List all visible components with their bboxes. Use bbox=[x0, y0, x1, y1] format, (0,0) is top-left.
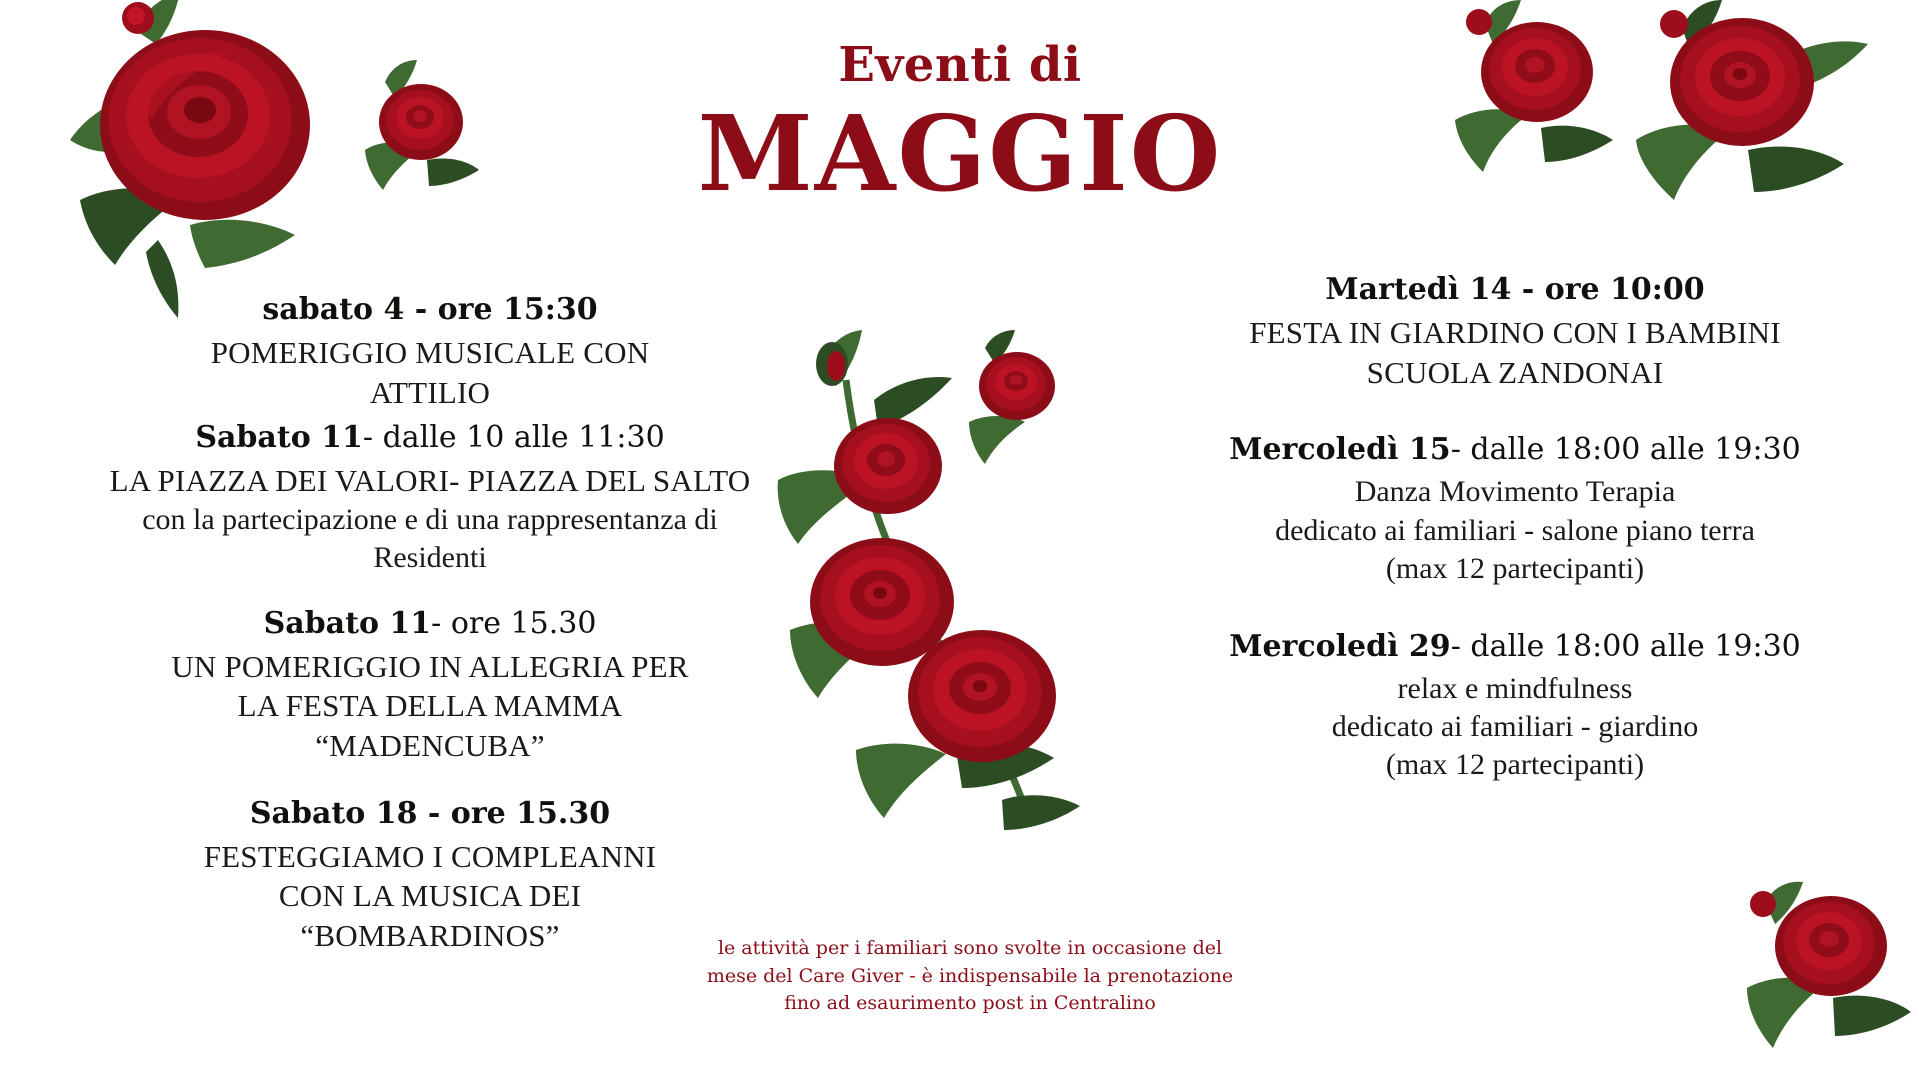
event-line: Residenti bbox=[373, 541, 487, 575]
rose-top-right-small-icon bbox=[1445, 0, 1625, 200]
event-item bbox=[60, 794, 800, 956]
event-line: LA FESTA DELLA MAMMA bbox=[237, 688, 623, 724]
event-when-rest: - ore 15.30 bbox=[431, 605, 597, 641]
event-line: LA PIAZZA DEI VALORI- PIAZZA DEL SALTO bbox=[109, 463, 751, 499]
event-when-rest: - dalle 18:00 alle 19:30 bbox=[1450, 432, 1801, 468]
rose-top-left-small-icon bbox=[355, 60, 485, 210]
event-item bbox=[1155, 430, 1875, 588]
event-item bbox=[60, 290, 800, 412]
event-line: “BOMBARDINOS” bbox=[300, 918, 560, 954]
event-when: sabato 4 - ore 15:30 bbox=[262, 292, 598, 327]
event-line: UN POMERIGGIO IN ALLEGRIA PER bbox=[171, 648, 689, 684]
event-description bbox=[1155, 313, 1875, 392]
rose-top-left-large-icon bbox=[40, 0, 380, 330]
event-when-bold: Sabato 11 bbox=[263, 605, 432, 641]
event-item bbox=[1155, 270, 1875, 392]
event-line: FESTEGGIAMO I COMPLEANNI bbox=[203, 838, 657, 874]
event-line: Danza Movimento Terapia bbox=[1354, 475, 1676, 509]
event-line: CON LA MUSICA DEI bbox=[278, 878, 582, 914]
footnote-note bbox=[660, 935, 1280, 1018]
event-when-bold: Sabato 11 bbox=[195, 420, 363, 456]
event-item bbox=[60, 604, 800, 766]
event-line: “MADENCUBA” bbox=[315, 728, 545, 764]
rose-bottom-right-icon bbox=[1735, 880, 1915, 1075]
events-column-left bbox=[60, 290, 800, 978]
event-item bbox=[60, 418, 800, 577]
event-description bbox=[60, 333, 800, 412]
event-description bbox=[1155, 670, 1875, 785]
footnote-line: le attività per i familiari sono svolte in occasione del bbox=[717, 937, 1223, 959]
event-line: (max 12 partecipanti) bbox=[1385, 748, 1645, 782]
poster-header bbox=[0, 37, 1920, 216]
event-when bbox=[60, 604, 800, 643]
rose-center-cluster-icon bbox=[770, 330, 1100, 850]
event-when bbox=[1155, 430, 1875, 469]
footnote-line: fino ad esaurimento post in Centralino bbox=[784, 992, 1156, 1015]
event-when bbox=[1155, 627, 1875, 666]
event-item bbox=[1155, 627, 1875, 785]
event-line: SCUOLA ZANDONAI bbox=[1366, 354, 1664, 390]
page-title: MAGGIO bbox=[697, 92, 1223, 216]
events-column-right bbox=[1155, 270, 1875, 823]
event-when-rest: - dalle 10 alle 11:30 bbox=[362, 420, 665, 456]
event-when-bold: Mercoledì 15 bbox=[1229, 432, 1451, 468]
event-line: dedicato ai familiari - salone piano terra bbox=[1275, 513, 1755, 547]
event-line: FESTA IN GIARDINO CON I BAMBINI bbox=[1249, 315, 1781, 350]
event-line: con la partecipazione e di una rappresentanza di bbox=[142, 503, 718, 537]
event-when bbox=[60, 418, 800, 457]
event-when-bold: Mercoledì 29 bbox=[1229, 628, 1451, 664]
event-when-rest: - dalle 18:00 alle 19:30 bbox=[1450, 628, 1801, 664]
event-description bbox=[1155, 473, 1875, 588]
header-eyebrow: Eventi di bbox=[838, 37, 1082, 93]
event-when: Sabato 18 - ore 15.30 bbox=[249, 795, 611, 831]
event-description bbox=[60, 461, 800, 577]
event-line: ATTILIO bbox=[369, 374, 491, 410]
footnote-line: mese del Care Giver - è indispensabile la prenotazione bbox=[706, 964, 1234, 987]
event-line: dedicato ai familiari - giardino bbox=[1331, 709, 1699, 743]
event-description bbox=[60, 647, 800, 766]
rose-top-right-large-icon bbox=[1630, 0, 1870, 250]
event-when: Martedì 14 - ore 10:00 bbox=[1325, 272, 1705, 307]
event-line: (max 12 partecipanti) bbox=[1385, 552, 1645, 586]
event-line: POMERIGGIO MUSICALE CON bbox=[210, 335, 650, 370]
event-line: relax e mindfulness bbox=[1397, 671, 1633, 705]
rose-center-top-small-icon bbox=[955, 330, 1075, 470]
